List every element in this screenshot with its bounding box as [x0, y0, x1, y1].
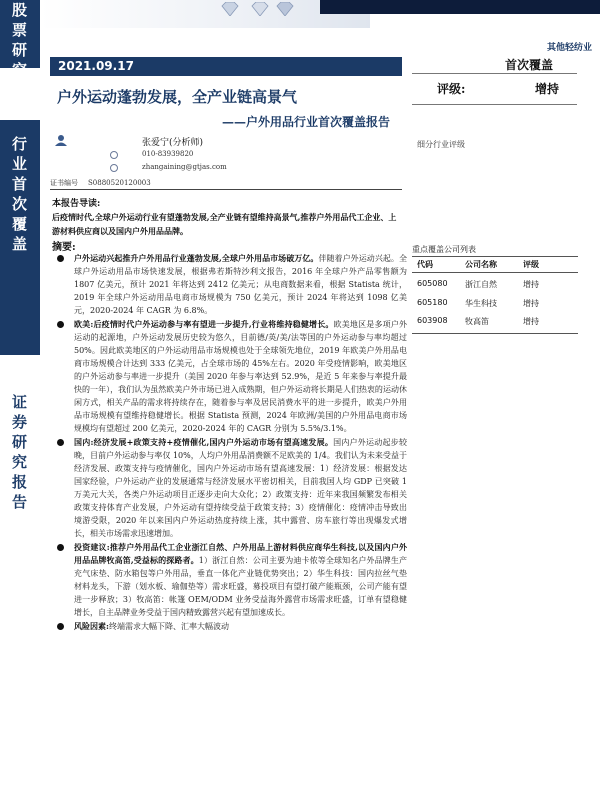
- abstract-body: [52, 252, 407, 634]
- guide-text: 后疫情时代,全球户外运动行业有望蓬勃发展,全产业链有望维持高景气,推荐户外用品代工企业、上游材料供应商以及国内户外用品品牌。: [52, 212, 397, 236]
- table-header-rule: [412, 272, 578, 273]
- sidebar-char: 次: [11, 195, 28, 213]
- cell-code: 605080: [417, 279, 448, 288]
- item-text: 国内户外运动起步较晚，目前户外运动参与率仅 10%，人均户外用品消费额不足欧美的 1/4。我们认为未来受益于经济发展、政策支持与疫情催化，国内户外运动市场有望高速发展：1）经济发展：根据发达国家经验，户外运动产业的发展通常与经济发展水平密切相关，目前我国人均 GDP 已突破 1 万美元大关，各类户外运动项目正逐步走向大众化；2）政策支持：近年来我国频繁发布相关政策支持体育产业发展，户外运动有望持续受益于政策支持；3）疫情催化：疫情冲击导致出境游受限，2020 年以来国内户外运动热度持续上涨，其中露营、房车旅行等出现爆发式增长，相关市场需求迅速增加。: [74, 438, 407, 538]
- report-title: 户外运动蓬勃发展，全产业链高景气: [57, 88, 298, 106]
- item-text: 欧美地区是多项户外运动的起源地，户外运动发展历史较为悠久，目前德/英/美/法等国的户外运动参与率均超过 50%。因此欧美地区的户外运动用品市场规模也处于全球领先地位，2019 年欧美户外用品电商市场规模合计达到 333 亿美元，占全球市场的 45%左右。2020 年受疫情影响，欧美地区的户外运动参与率进一步提升（美国 2020 年参与率达到 52.9%，是近 5 年来参与率提升最快的一年），我们认为虽然欧美户外市场已进入成熟期，但户外运动将长期是人们热衷的运动休闲方式，相关产品的需求将持续存在，随着参与率及居民消费水平的进一步提升，欧美户外用品市场规模有望维持稳健增长。根据 Statista 预测，2024 年欧洲/美国的户外用品电商市场规模均有望超过 200 亿美元，2020-2024 年的 CAGR 分别为 5.5%/3.1%。: [74, 320, 407, 433]
- sidebar-char: 证: [11, 393, 28, 411]
- item-text: 伴随着户外运动兴起。全球户外运动用品市场快速发展，根据弗若斯特沙利文报告，2016 年全球户外产品零售额为 1807 亿美元，预计 2021 年将达到 2412 亿美元；从电商数据来看，根据 Statista 统计，2019 年全球户外运动用品电商市场规模为 750 亿美元，预计 2024 年将达到 1098 亿美元，2020-2024 年 CAGR 为 6.8%。: [74, 254, 407, 315]
- cell-code: 603908: [417, 316, 448, 325]
- analyst-name: 张爱宁(分析师): [142, 138, 204, 148]
- item-lead: 国内:经济发展+政策支持+疫情催化,国内户外运动市场有望高速发展。: [74, 437, 334, 447]
- sidebar-char: 覆: [11, 215, 28, 233]
- divider: [412, 73, 577, 74]
- table-bottom-rule: [412, 333, 578, 334]
- banner-dark-band: [320, 0, 600, 14]
- analyst-phone: 010-83939820: [142, 150, 194, 158]
- divider: [50, 189, 402, 190]
- gem-icon: [275, 2, 295, 16]
- sidebar-char: 研: [11, 433, 28, 451]
- bullet-icon: [57, 623, 64, 630]
- header-code: 代码: [417, 259, 433, 269]
- rating-key: 评级:: [437, 82, 466, 96]
- bullet-icon: [57, 439, 64, 446]
- report-subtitle: ——户外用品行业首次覆盖报告: [221, 115, 390, 129]
- date-bar: [50, 57, 402, 76]
- sidebar-char: 行: [11, 135, 28, 153]
- header-rating: 评级: [523, 259, 539, 269]
- table-top-rule: [412, 256, 578, 257]
- cell-rating: 增持: [523, 299, 539, 308]
- top-banner: [40, 0, 600, 28]
- divider: [412, 104, 577, 105]
- gem-icon: [250, 2, 270, 16]
- email-icon: [110, 164, 118, 172]
- item-text: 终端需求大幅下降、汇率大幅波动: [108, 622, 229, 631]
- abstract-item: [52, 252, 407, 317]
- cell-rating: 增持: [523, 280, 539, 289]
- gem-icon: [220, 2, 240, 16]
- certificate-row: [50, 178, 151, 188]
- cell-name: 牧高笛: [465, 317, 489, 326]
- sidebar-bottom-block: [0, 392, 40, 511]
- cell-name: 华生科技: [465, 299, 497, 308]
- sidebar-char: 究: [11, 61, 28, 79]
- cert-label: 证书编号: [50, 179, 78, 187]
- cell-code: 605180: [417, 298, 448, 307]
- sidebar-char: 业: [11, 155, 28, 173]
- sidebar-char: 票: [11, 21, 28, 39]
- sidebar-char: 研: [11, 41, 28, 59]
- cell-rating: 增持: [523, 317, 539, 326]
- bullet-icon: [57, 321, 64, 328]
- abstract-item: [52, 620, 407, 633]
- sidebar-char: 首: [11, 175, 28, 193]
- avatar-icon: [55, 134, 67, 146]
- cert-number: S0880520120003: [88, 179, 151, 187]
- bullet-icon: [57, 255, 64, 262]
- abstract-item: [52, 436, 407, 540]
- sidebar-mid-block: [0, 120, 40, 355]
- sub-industry-rating-label: 细分行业评级: [417, 140, 465, 149]
- bullet-icon: [57, 544, 64, 551]
- phone-icon: [110, 151, 118, 159]
- report-date: 2021.09.17: [58, 59, 134, 73]
- item-lead: 投资建议:推荐户外用品代工企业浙江自然、户外用品上游材料供应商华生科技,以及国内户外用品品牌牧高笛,受益标的探路者。: [74, 542, 407, 565]
- abstract-item: [52, 318, 407, 435]
- sidebar-top-block: [0, 0, 40, 79]
- abstract-item: [52, 541, 407, 619]
- item-lead: 欧美:后疫情时代户外运动参与率有望进一步提升,行业将维持稳健增长。: [74, 319, 334, 329]
- sidebar-char: 股: [11, 1, 28, 19]
- cell-name: 浙江自然: [465, 280, 497, 289]
- sidebar-char: 盖: [11, 235, 28, 253]
- sidebar-char: 告: [11, 493, 28, 511]
- sidebar-char: 究: [11, 453, 28, 471]
- item-lead: 户外运动兴起推升户外用品行业蓬勃发展,全球户外用品市场破万亿。: [74, 253, 319, 263]
- sidebar-char: 报: [11, 473, 28, 491]
- sidebar: [0, 0, 40, 800]
- header-name: 公司名称: [465, 259, 497, 269]
- analyst-block: [50, 131, 402, 189]
- abstract-title: 摘要:: [52, 242, 76, 253]
- guide-title: 本报告导读:: [52, 199, 101, 209]
- item-lead: 风险因素:: [74, 621, 109, 631]
- coverage-label: 首次覆盖: [505, 58, 554, 72]
- company-table-title: 重点覆盖公司列表: [412, 245, 476, 254]
- sidebar-char: 券: [11, 413, 28, 431]
- analyst-email[interactable]: zhangaining@gtjas.com: [142, 163, 227, 171]
- item-text: 1）浙江自然：公司主要为迪卡侬等全球知名户外品牌生产充气床垫、防水箱包等户外用品，垂直一体化产业链优势突出；2）华生科技：国内拉丝气垫材料龙头，下游（划水板、瑜伽垫等）需求旺盛，募投项目有望打破产能瓶颈，公司产能有望进一步释放；3）牧高笛：帐篷 OEM/ODM 业务受益海外露营市场需求旺盛，订单有望稳健增长，自主品牌业务受益于国内精致露营兴起有望加速成长。: [74, 556, 407, 617]
- industry-tag: 其他轻纺业: [546, 43, 592, 53]
- rating-value: 增持: [535, 82, 560, 96]
